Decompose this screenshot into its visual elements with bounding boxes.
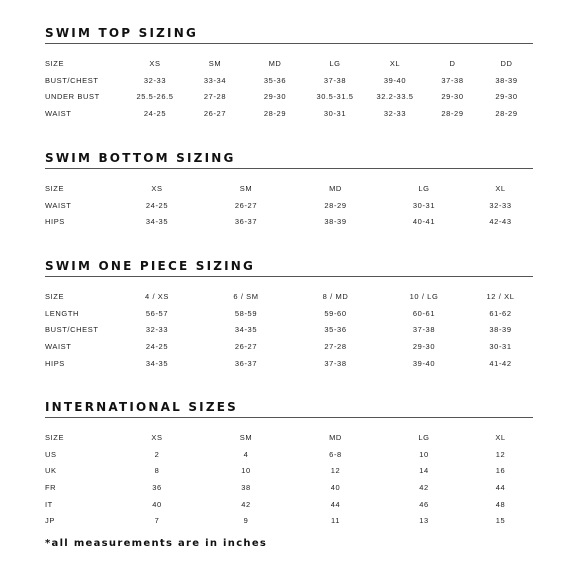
size-header-row (45, 288, 533, 305)
size-label: XS (151, 183, 163, 193)
size-label: SM (239, 432, 253, 442)
measurement-cell: 35-36 (324, 325, 347, 335)
measurement-cell: 8 (154, 466, 160, 476)
row-label: LENGTH (45, 308, 80, 318)
row-label: WAIST (45, 108, 72, 118)
swim-bottom-sizing-title: SWIM BOTTOM SIZING (45, 151, 236, 165)
size-label: D (449, 58, 456, 68)
measurement-cell: 36-37 (234, 358, 258, 368)
section-divider (45, 276, 533, 277)
measurement-cell: 36-37 (234, 217, 258, 227)
measurement-cell: 30.5-31.5 (316, 92, 354, 102)
swim-top-sizing-title: SWIM TOP SIZING (45, 26, 198, 40)
measurement-cell: 26-27 (203, 108, 227, 118)
measurement-row (45, 338, 533, 355)
measurement-cell: 48 (495, 499, 506, 509)
swim-top-sizing-table (45, 55, 533, 122)
size-label: SM (208, 58, 222, 68)
size-label: XS (149, 58, 161, 68)
measurement-cell: 39-40 (383, 75, 407, 85)
measurement-cell: 39-40 (412, 358, 436, 368)
measurement-cell: 24-25 (145, 200, 169, 210)
measurement-cell: 7 (154, 516, 160, 526)
size-label: 10 / LG (409, 291, 439, 301)
measurement-cell: 40 (330, 482, 341, 492)
measurement-cell: 46 (419, 499, 429, 509)
measurement-cell: 37-38 (324, 358, 347, 368)
measurement-cell: 56-57 (145, 308, 169, 318)
measurement-cell: 28-29 (495, 108, 518, 118)
measurement-cell: 35-36 (263, 75, 287, 85)
swim-one-piece-sizing-table (45, 288, 533, 371)
measurement-cell: 24-25 (145, 341, 169, 351)
measurement-cell: 4 (243, 449, 249, 459)
measurement-cell: 13 (419, 516, 429, 526)
measurement-cell: 40-41 (412, 217, 436, 227)
size-label: MD (329, 432, 342, 442)
swim-top-sizing-section (45, 26, 533, 122)
measurement-cell: 9 (243, 516, 249, 526)
swim-bottom-sizing-table (45, 180, 533, 230)
size-label: LG (418, 432, 430, 442)
measurement-cell: 36 (152, 482, 162, 492)
measurement-cell: 27-28 (324, 341, 347, 351)
size-label: SM (239, 183, 253, 193)
measurement-cell: 38 (241, 482, 251, 492)
measurement-row (45, 446, 533, 463)
measurement-cell: 26-27 (234, 200, 258, 210)
measurement-cell: 14 (419, 466, 429, 476)
measurement-cell: 37-38 (323, 75, 347, 85)
measurement-cell: 44 (330, 499, 341, 509)
measurement-cell: 32-33 (143, 75, 167, 85)
size-label: LG (329, 58, 341, 68)
measurement-row (45, 355, 533, 372)
measurement-cell: 28-29 (263, 108, 287, 118)
measurement-row (45, 512, 533, 529)
row-label: WAIST (45, 341, 72, 351)
size-header-row (45, 180, 533, 197)
measurement-cell: 32-33 (383, 108, 407, 118)
swim-one-piece-sizing-title: SWIM ONE PIECE SIZING (45, 259, 256, 273)
measurement-cell: 42 (241, 499, 251, 509)
row-label: SIZE (45, 58, 65, 68)
measurement-row (45, 496, 533, 513)
measurement-cell: 32.2-33.5 (376, 92, 414, 102)
measurement-cell: 28-29 (441, 108, 464, 118)
measurement-cell: 12 (495, 449, 506, 459)
measurement-cell: 42-43 (489, 217, 512, 227)
section-divider (45, 168, 533, 169)
measurement-cell: 32-33 (145, 325, 169, 335)
measurement-cell: 15 (495, 516, 506, 526)
measurement-cell: 42 (419, 482, 429, 492)
measurement-cell: 10 (241, 466, 251, 476)
row-label: BUST/CHEST (45, 325, 99, 335)
measurement-row (45, 105, 533, 122)
international-sizes-section (45, 400, 533, 529)
measurement-cell: 11 (331, 516, 340, 526)
size-label: 8 / MD (322, 291, 349, 301)
measurements-footnote: *all measurements are in inches (45, 538, 268, 549)
size-label: 6 / SM (233, 291, 259, 301)
row-label: HIPS (45, 217, 65, 227)
measurement-row (45, 213, 533, 230)
measurement-row (45, 479, 533, 496)
measurement-row (45, 305, 533, 322)
row-label: HIPS (45, 358, 65, 368)
measurement-cell: 29-30 (263, 92, 287, 102)
swim-bottom-sizing-section (45, 151, 533, 230)
measurement-cell: 34-35 (234, 325, 258, 335)
measurement-cell: 24-25 (143, 108, 167, 118)
measurement-row (45, 197, 533, 214)
measurement-cell: 37-38 (412, 325, 436, 335)
size-label: MD (268, 58, 282, 68)
size-label: LG (418, 183, 430, 193)
row-label: UNDER BUST (45, 92, 100, 102)
measurement-cell: 37-38 (441, 75, 464, 85)
row-label: IT (45, 499, 53, 509)
measurement-cell: 60-61 (412, 308, 436, 318)
swim-one-piece-sizing-section (45, 259, 533, 371)
measurement-cell: 59-60 (324, 308, 347, 318)
measurement-cell: 25.5-26.5 (136, 92, 174, 102)
size-header-row (45, 429, 533, 446)
row-label: FR (45, 482, 57, 492)
row-label: BUST/CHEST (45, 75, 99, 85)
measurement-cell: 58-59 (234, 308, 258, 318)
measurement-cell: 41-42 (489, 358, 512, 368)
row-label: SIZE (45, 183, 65, 193)
measurement-cell: 27-28 (203, 92, 227, 102)
measurement-cell: 34-35 (145, 358, 169, 368)
size-label: MD (329, 183, 342, 193)
measurement-cell: 28-29 (324, 200, 347, 210)
measurement-cell: 30-31 (489, 341, 512, 351)
measurement-cell: 29-30 (495, 92, 518, 102)
measurement-cell: 16 (495, 466, 506, 476)
measurement-row (45, 72, 533, 89)
size-label: XL (495, 432, 506, 442)
measurement-cell: 2 (154, 449, 160, 459)
measurement-cell: 10 (419, 449, 429, 459)
measurement-cell: 44 (495, 482, 506, 492)
measurement-cell: 30-31 (412, 200, 436, 210)
measurement-cell: 33-34 (203, 75, 227, 85)
row-label: WAIST (45, 200, 72, 210)
size-label: XL (495, 183, 506, 193)
row-label: SIZE (45, 432, 65, 442)
row-label: JP (45, 516, 55, 526)
measurement-cell: 38-39 (489, 325, 512, 335)
measurement-cell: 32-33 (489, 200, 512, 210)
measurement-cell: 34-35 (145, 217, 169, 227)
measurement-cell: 40 (152, 499, 162, 509)
size-label: 12 / XL (486, 291, 515, 301)
size-header-row (45, 55, 533, 72)
measurement-cell: 30-31 (323, 108, 347, 118)
international-sizes-title: INTERNATIONAL SIZES (45, 400, 238, 414)
size-label: 4 / XS (144, 291, 170, 301)
measurement-row (45, 321, 533, 338)
measurement-cell: 29-30 (441, 92, 464, 102)
size-label: XL (389, 58, 401, 68)
measurement-cell: 38-39 (495, 75, 518, 85)
measurement-cell: 6-8 (329, 449, 342, 459)
international-sizes-table (45, 429, 533, 529)
measurement-cell: 61-62 (489, 308, 512, 318)
measurement-row (45, 462, 533, 479)
row-label: US (45, 449, 57, 459)
size-label: DD (500, 58, 513, 68)
size-label: XS (151, 432, 163, 442)
row-label: SIZE (45, 291, 65, 301)
measurement-cell: 29-30 (412, 341, 436, 351)
section-divider (45, 417, 533, 418)
measurement-cell: 26-27 (234, 341, 258, 351)
measurement-cell: 38-39 (324, 217, 347, 227)
measurement-cell: 12 (330, 466, 341, 476)
row-label: UK (45, 466, 57, 476)
measurement-row (45, 88, 533, 105)
section-divider (45, 43, 533, 44)
